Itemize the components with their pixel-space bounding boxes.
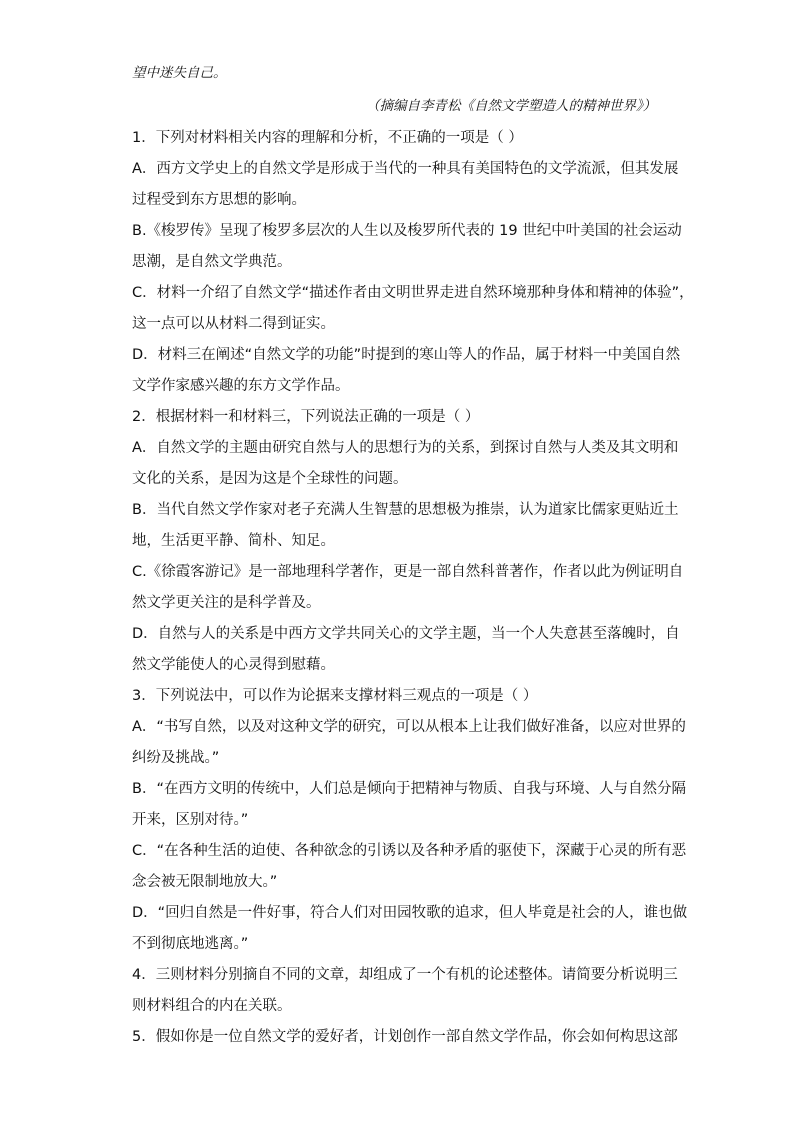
answer-option: 然文学更关注的是科学普及。 (132, 595, 321, 611)
question-stem: 4．三则材料分别摘自不同的文章，却组成了一个有机的论述整体。请简要分析说明三 (132, 967, 678, 983)
answer-option: C.《徐霞客游记》是一部地理科学著作，更是一部自然科普著作，作者以此为例证明自 (132, 564, 684, 580)
answer-option: B．“在西方文明的传统中，人们总是倾向于把精神与物质、自我与环境、人与自然分隔 (132, 781, 686, 797)
answer-option: 地，生活更平静、简朴、知足。 (132, 533, 335, 549)
answer-option: 不到彻底地逃离。” (132, 936, 249, 952)
question-stem: 2．根据材料一和材料三，下列说法正确的一项是（ ） (132, 409, 480, 425)
continued-text: 望中迷失自己。 (132, 65, 227, 81)
answer-option: C．材料一介绍了自然文学“描述作者由文明世界走进自然环境那种身体和精神的体验”， (132, 285, 694, 301)
answer-option: 然文学能使人的心灵得到慰藉。 (132, 657, 335, 673)
answer-option: D．“回归自然是一件好事，符合人们对田园牧歌的追求，但人毕竟是社会的人，谁也做 (132, 905, 688, 921)
answer-option: 思潮，是自然文学典范。 (132, 254, 292, 270)
question-stem: 1．下列对材料相关内容的理解和分析，不正确的一项是（ ） (132, 130, 523, 146)
answer-option: 念会被无限制地放大。” (132, 874, 278, 890)
answer-option: A．西方文学史上的自然文学是形成于当代的一种具有美国特色的文学流派，但其发展 (132, 161, 679, 177)
answer-option: 这一点可以从材料二得到证实。 (132, 316, 335, 332)
answer-option: D．自然与人的关系是中西方文学共同关心的文学主题，当一个人失意甚至落魄时，自 (132, 626, 680, 642)
question-stem: 3．下列说法中，可以作为论据来支撑材料三观点的一项是（ ） (132, 688, 538, 704)
answer-option: 文化的关系，是因为这是个全球性的问题。 (132, 471, 408, 487)
answer-option: B．当代自然文学作家对老子充满人生智慧的思想极为推崇，认为道家比儒家更贴近土 (132, 502, 679, 518)
answer-option: D．材料三在阐述“自然文学的功能”时提到的寒山等人的作品，属于材料一中美国自然 (132, 347, 681, 363)
answer-option: 文学作家感兴趣的东方文学作品。 (132, 378, 350, 394)
answer-option: A．“书写自然，以及对这种文学的研究，可以从根本上让我们做好准备，以应对世界的 (132, 719, 686, 735)
source-citation: （摘编自李青松《自然文学塑造人的精神世界》） (366, 98, 657, 114)
answer-option: C．“在各种生活的迫使、各种欲念的引诱以及各种矛盾的驱使下，深藏于心灵的所有恶 (132, 843, 687, 859)
answer-option: A．自然文学的主题由研究自然与人的思想行为的关系，到探讨自然与人类及其文明和 (132, 440, 679, 456)
answer-option: B.《梭罗传》呈现了梭罗多层次的人生以及梭罗所代表的 19 世纪中叶美国的社会运动 (132, 223, 682, 239)
answer-option: 纠纷及挑战。” (132, 750, 220, 766)
answer-option: 开来，区别对待。” (132, 812, 249, 828)
answer-option: 过程受到东方思想的影响。 (132, 192, 306, 208)
question-stem: 则材料组合的内在关联。 (132, 998, 292, 1014)
question-stem: 5．假如你是一位自然文学的爱好者，计划创作一部自然文学作品，你会如何构思这部 (132, 1029, 678, 1045)
